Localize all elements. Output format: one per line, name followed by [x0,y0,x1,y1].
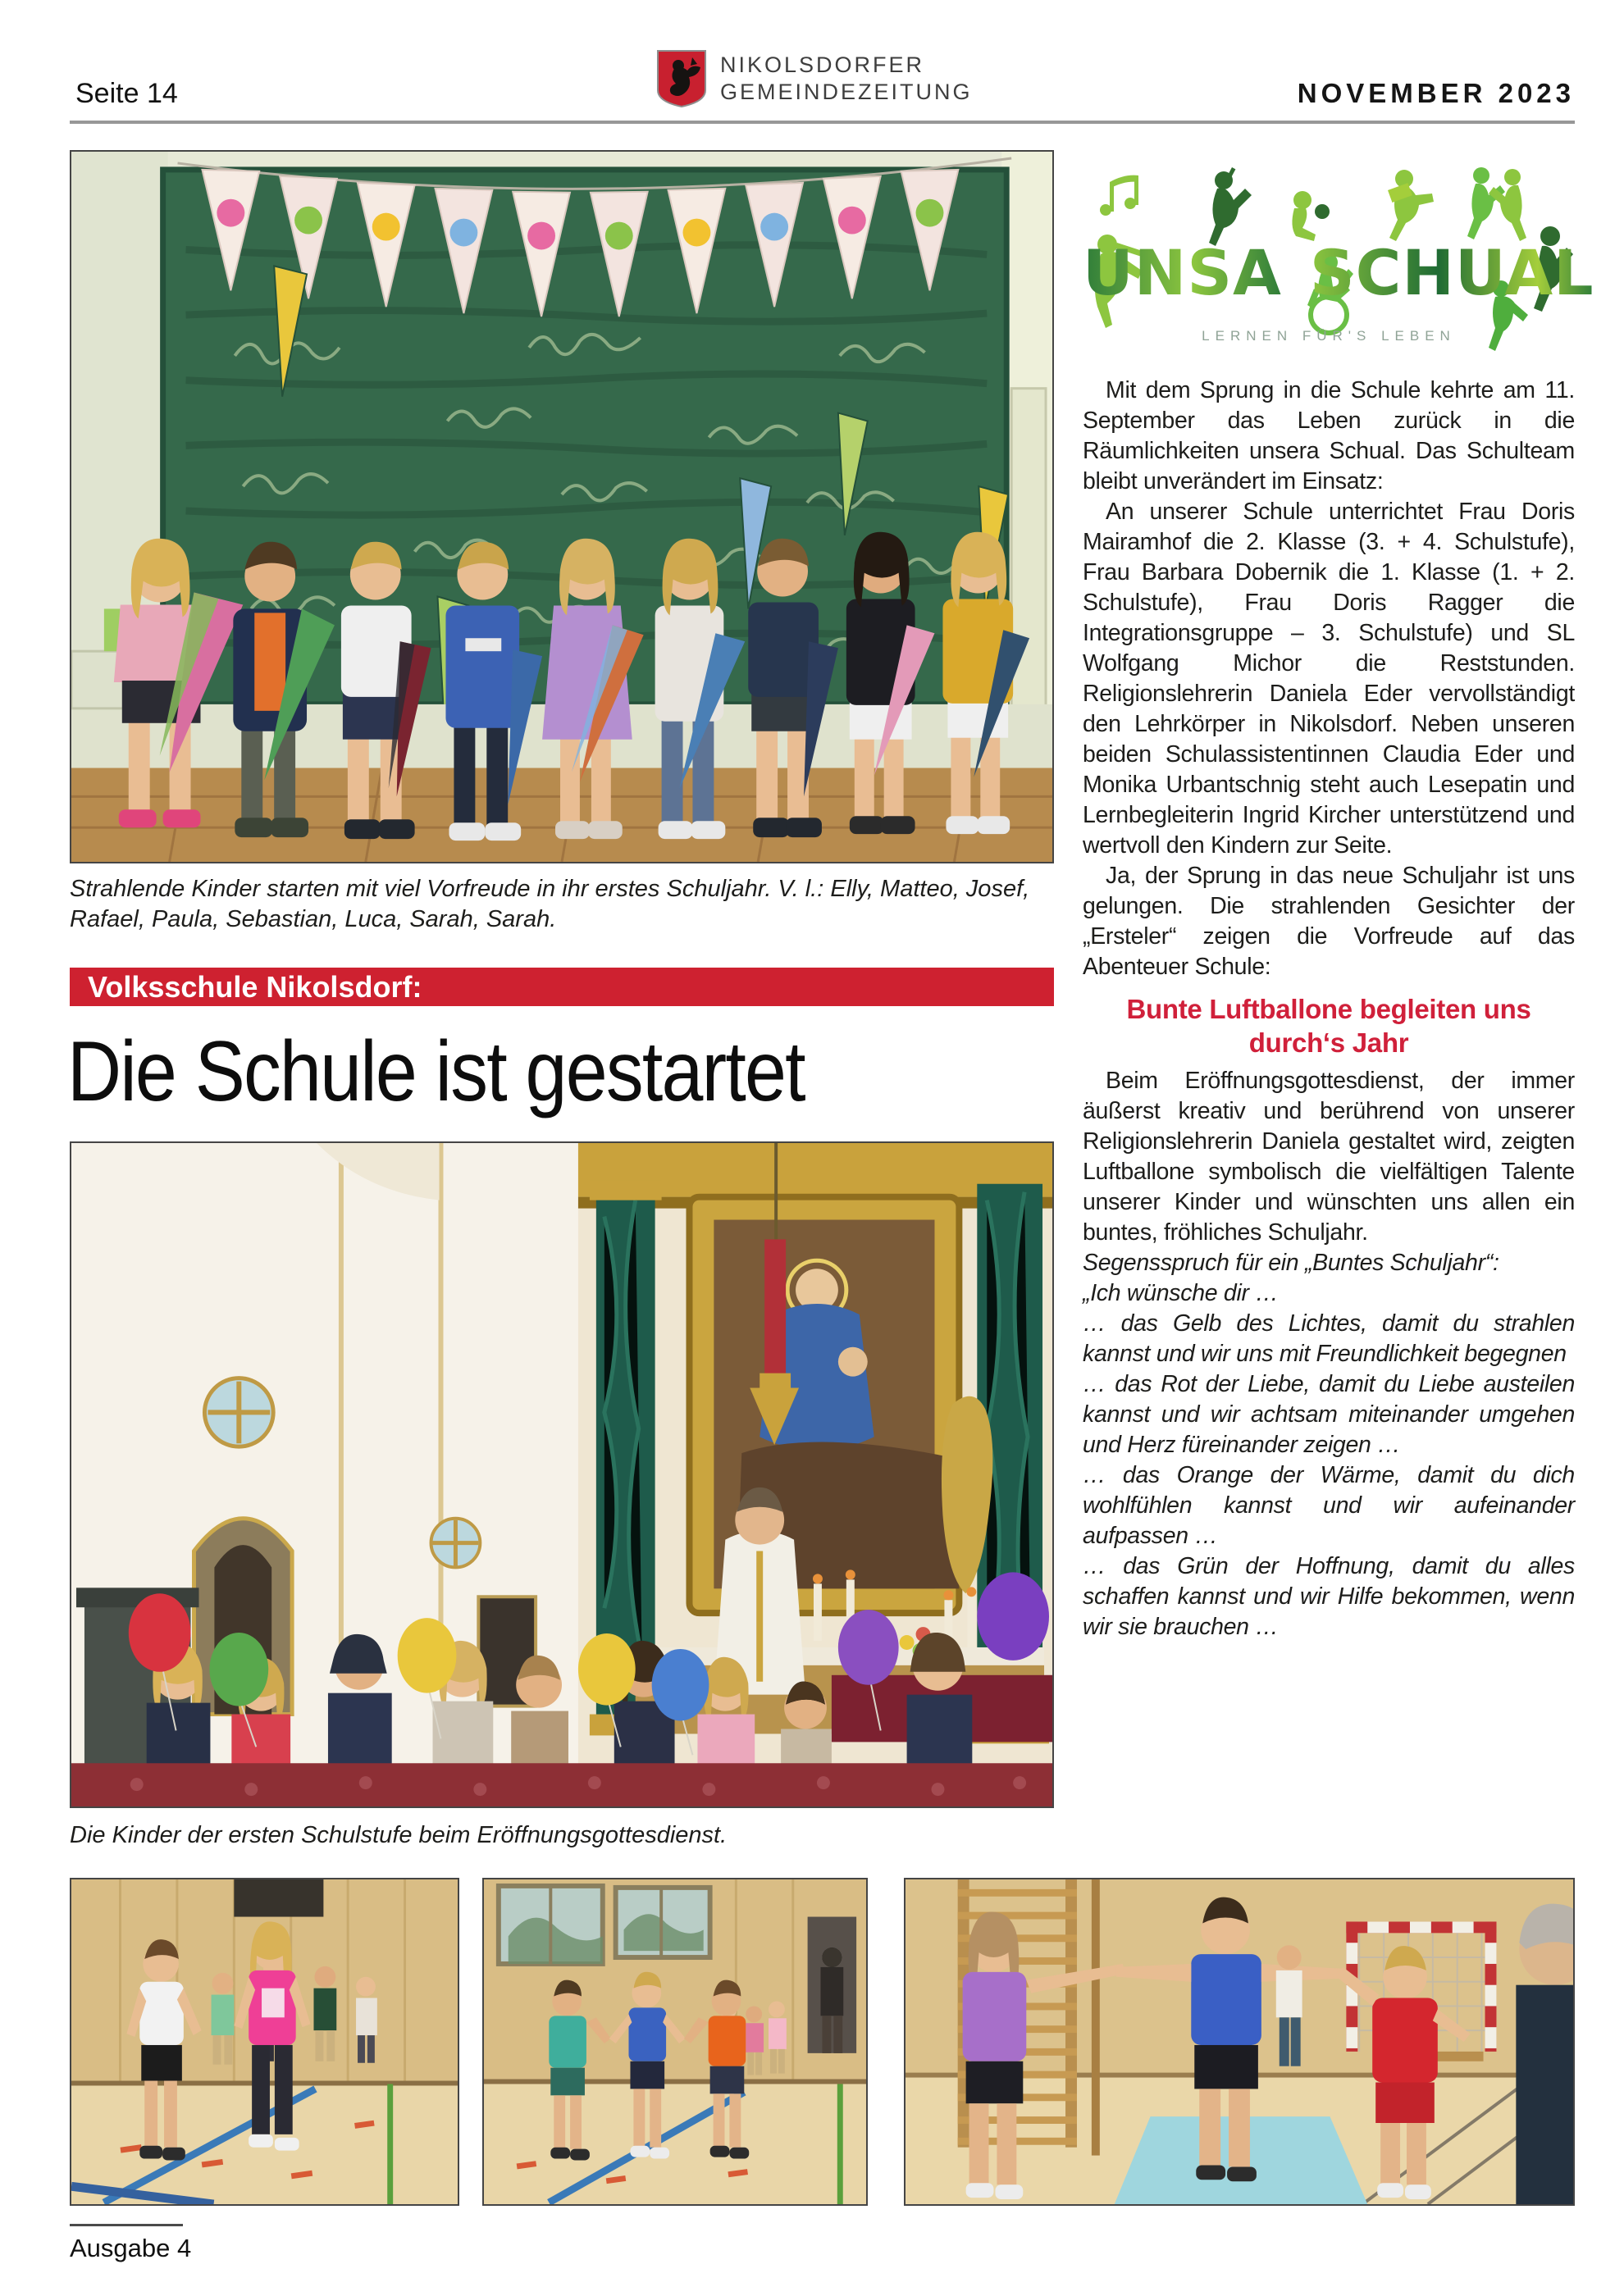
photo1-caption: Strahlende Kinder starten mit viel Vorfreude in ihr erstes Schuljahr. V. l.: Elly, Matteo, Josef, Rafael, Paula, Sebastian, Luca, Sarah, Sarah. [70,876,1030,932]
article-headline: Die Schule ist gestartet [67,1024,805,1119]
gym2-illustration [484,1879,866,2204]
classroom-photo [70,150,1054,863]
body-paragraph: An unserer Schule unterrichtet Frau Doris Mairamhof die 2. Klasse (3. + 4. Schulstufe), Frau Barbara Dobernik die 1. Klasse (1. + 2. Schulstufe), Frau Doris Ragger die Integrationsgruppe – 3. Schulstufe) und SL Wolfgang Michor die Reststunden. Religionslehrerin Daniela Eder vervollständigt den Lehrkörper in Nikolsdorf. Neben unseren beiden Schulassistentinnen Claudia Eder und Monika Urbantschnig steht auch Lesepatin und Lernbegleiterin Ingrid Kircher unterstützend und wertvoll den Kindern zur Seite. [1083,499,1575,859]
unsa-tagline: LERNEN FÜR'S LEBEN [1202,328,1456,344]
footer-rule [70,2224,183,2226]
unsa-schual-logo [1083,157,1594,354]
gym1-illustration [71,1879,458,2204]
blessing-line: „Ich wünsche dir … [1083,1280,1279,1306]
masthead [656,49,973,108]
unsa-word: UNSA [1083,236,1282,309]
body-paragraph: Beim Eröffnungsgottesdienst, der immer äußerst kreativ und berührend von unserer Religionslehrerin Daniela gestaltet wird, zeigten Luftballone symbolisch die vielfältigen Talente unserer Kinder und wünschten uns allen ein buntes, fröhliches Schuljahr. [1083,1068,1575,1246]
article-kicker: Volksschule Nikolsdorf: [70,968,1054,1006]
issue-label: Ausgabe 4 [70,2234,192,2262]
schual-word: SCHUAL [1309,236,1594,309]
photo2-caption: Die Kinder der ersten Schulstufe beim Eröffnungsgottesdienst. [70,1822,728,1848]
masthead-line1: NIKOLSDORFER [720,52,925,78]
blessing-line: … das Grün der Hoffnung, damit du alles schaffen kannst und wir Hilfe bekommen, wenn wir sie brauchen … [1083,1553,1575,1640]
kicking-child-icon [1388,170,1434,241]
blessing-line: … das Rot der Liebe, damit du Liebe austeilen kannst und wir achtsam miteinander umgehen und Herz füreinander zeigen … [1083,1371,1575,1458]
classroom-illustration [71,152,1052,862]
nikolsdorf-crest-icon [656,49,707,108]
gym-photo-1 [70,1878,459,2206]
article-subhead: Bunte Luftballone begleiten uns durch‘s Jahr [1126,994,1531,1058]
blessing-line: … das Gelb des Lichtes, damit du strahlen kannst und wir uns mit Freundlichkeit begegnen [1083,1310,1575,1367]
blessing-line: Segensspruch für ein „Buntes Schuljahr“: [1083,1250,1499,1276]
body-paragraph: Ja, der Sprung in das neue Schuljahr ist uns gelungen. Die strahlenden Gesichter der „Ersteler“ zeigen die Vorfreude auf das Abenteuer Schule: [1083,863,1575,980]
page-number-label: Seite 14 [75,78,178,109]
header-rule [70,121,1575,124]
masthead-title [720,52,973,106]
sitting-child-icon [1292,191,1330,241]
music-notes-icon [1100,175,1138,216]
church-illustration [71,1143,1052,1806]
gym-photo-2 [482,1878,868,2206]
unsa-schual-wordmark [1083,236,1594,309]
gym-photo-3 [904,1878,1575,2206]
issue-date: NOVEMBER 2023 [1297,78,1575,108]
article-body-column [1083,376,1575,1642]
dancing-pair-icon [1467,167,1526,241]
blessing-line: … das Orange der Wärme, damit du dich wohlfühlen kannst und wir aufeinander aufpassen … [1083,1462,1575,1549]
gym3-illustration [906,1879,1573,2204]
dancing-child-icon [1209,167,1252,246]
church-photo [70,1141,1054,1808]
body-paragraph: Mit dem Sprung in die Schule kehrte am 11. September das Leben zurück in die Räumlichkeiten unsera Schual. Das Schulteam bleibt unverändert im Einsatz: [1083,377,1575,494]
masthead-line2: GEMEINDEZEITUNG [720,80,973,104]
